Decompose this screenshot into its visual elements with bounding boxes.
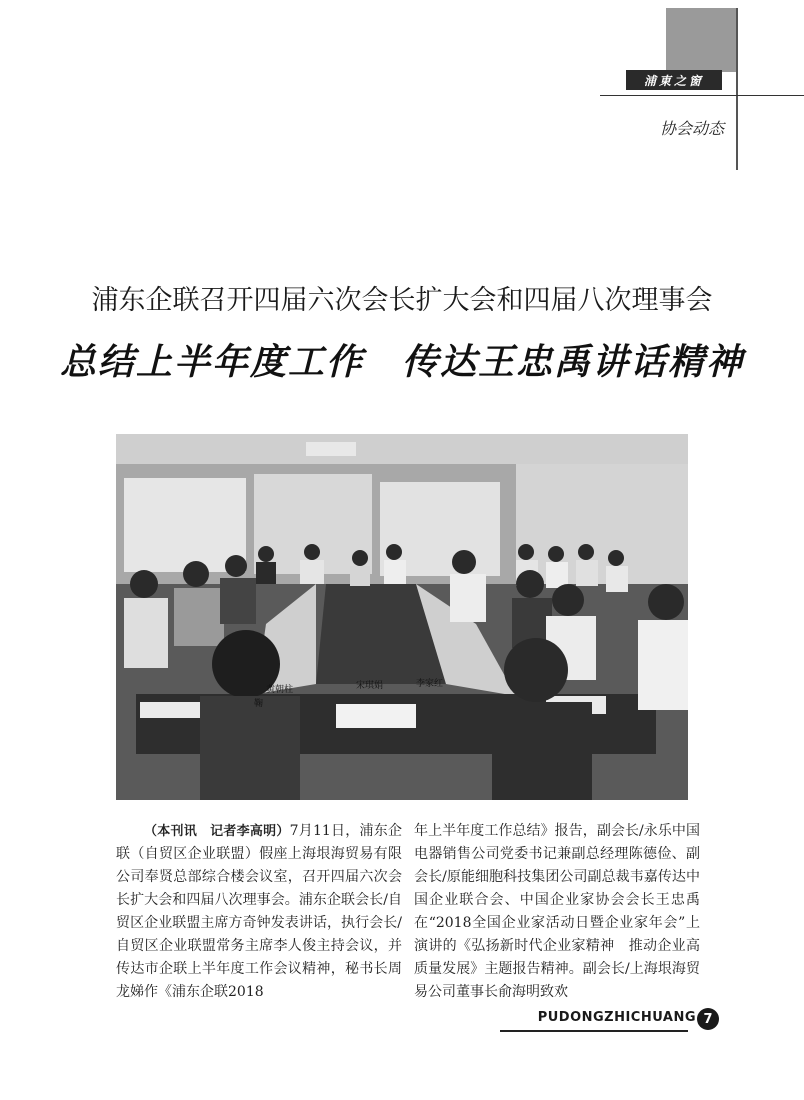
vertical-rule xyxy=(736,8,738,170)
corner-tab xyxy=(666,8,738,72)
article-text-left: 7月11日，浦东企联（自贸区企业联盟）假座上海垠海贸易有限公司奉贤总部综合楼会议室，召开四届六次会长扩大会和四届八次理事会。浦东企联会长/自贸区企业联盟主席方奇钟发表讲话，执行会长/自贸区企业联盟常务主席李人俊主持会议，并传达市企联上半年度工作会议精神，秘书长周龙娣作《浦东企联2018 xyxy=(116,823,402,1000)
headline-main: 浦东企联召开四届六次会长扩大会和四届八次理事会 xyxy=(91,285,713,316)
meeting-photo xyxy=(116,434,688,800)
masthead-logo: 浦東之窗 xyxy=(626,70,722,90)
page-number: 7 xyxy=(697,1008,719,1030)
nameplate-1: 黄朝柱 xyxy=(266,685,294,695)
section-label: 协会动态 xyxy=(659,119,724,138)
footer-rule xyxy=(500,1030,688,1032)
byline: （本刊讯 记者李高明） xyxy=(144,824,290,839)
masthead-rule xyxy=(600,95,804,96)
article-paragraph xyxy=(116,820,402,1004)
article-column-left xyxy=(116,820,402,1004)
nameplate-3: 李家红 xyxy=(416,679,444,689)
nameplate-2: 宋琪娟 xyxy=(356,681,384,691)
footer-magazine-name: PUDONGZHICHUANG xyxy=(537,1010,696,1025)
headline-sub: 总结上半年度工作 传达王忠禹讲话精神 xyxy=(59,342,744,383)
article-text-right: 年上半年度工作总结》报告，副会长/永乐中国电器销售公司党委书记兼副总经理陈德俭、副会长/原能细胞科技集团公司副总裁韦嘉传达中国企业联合会、中国企业家协会会长王忠禹在“2018全国企业家活动日暨企业家年会”上演讲的《弘扬新时代企业家精神 推动企业高质量发展》主题报告精神。副会长/上海垠海贸易公司董事长俞海明致欢 xyxy=(414,823,700,1000)
nameplate-4: 鞠 xyxy=(254,699,264,709)
article-column-right xyxy=(414,820,700,1004)
